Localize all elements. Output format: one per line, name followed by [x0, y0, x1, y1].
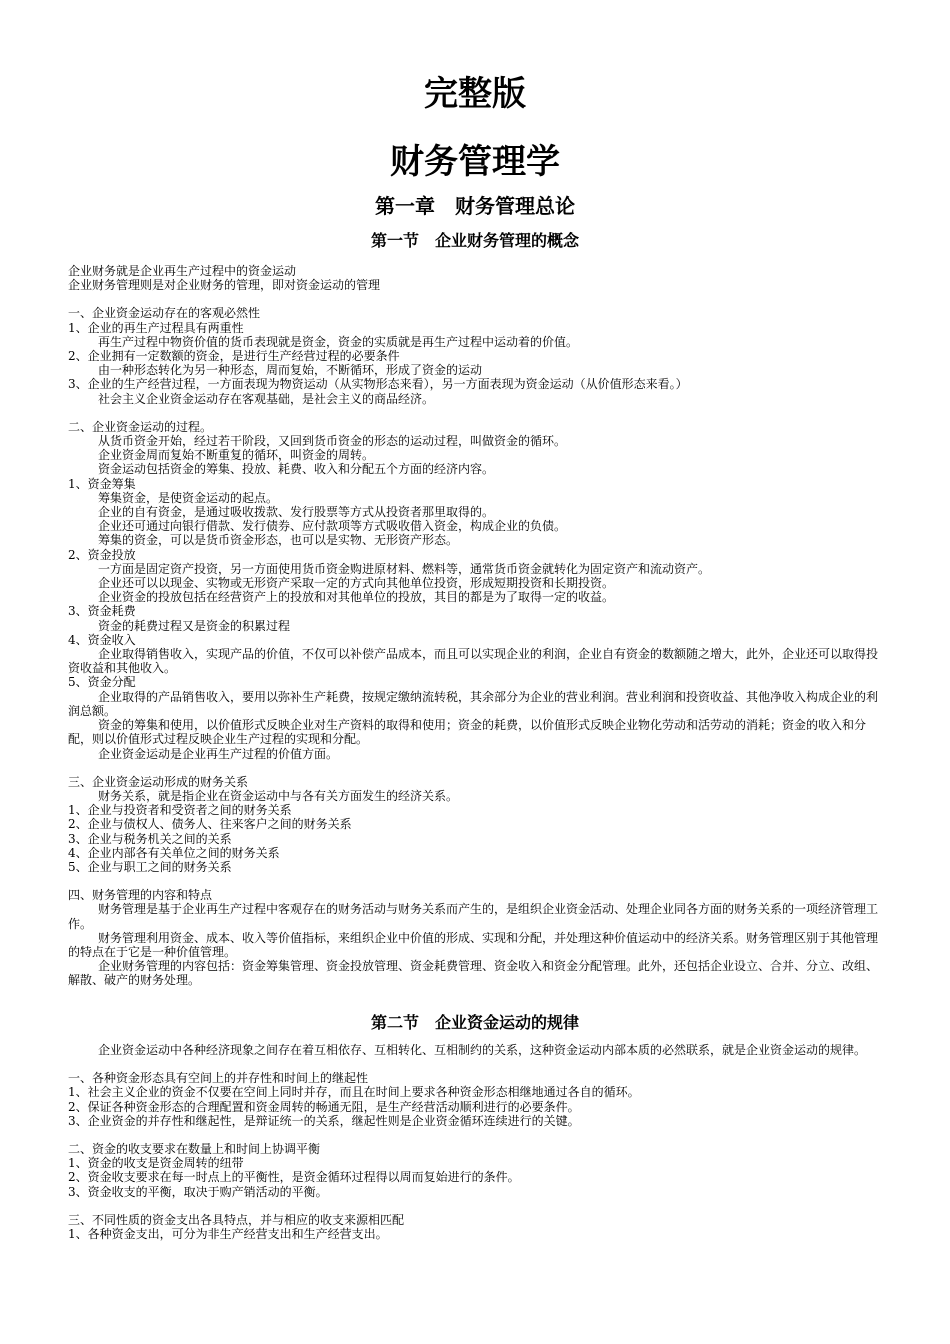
paragraph: 由一种形态转化为另一种形态，周而复始，不断循环，形成了资金的运动	[98, 363, 483, 378]
paragraph: 再生产过程中物资价值的货币表现就是资金，资金的实质就是再生产过程中运动着的价值。	[98, 334, 579, 349]
paragraph: 企业取得销售收入，实现产品的价值，不仅可以补偿产品成本，而且可以实现企业的利润，企业自有资金的数额随之增大，此外，企业还可以取得投资收益和其他收入。	[68, 647, 879, 676]
list-item: 1、各种资金支出，可分为非生产经营支出和生产经营支出。	[68, 1227, 388, 1242]
paragraph: 财务管理利用资金、成本、收入等价值指标，来组织企业中价值的形成、实现和分配，并处理这种价值运动中的经济关系。财务管理区别于其他管理的特点在于它是一种价值管理。	[68, 930, 879, 959]
list-item: 2、资金投放	[68, 547, 136, 562]
paragraph: 企业的自有资金，是通过吸收拨款、发行股票等方式从投资者那里取得的。	[98, 505, 495, 520]
paragraph: 企业资金运动是企业再生产过程的价值方面。	[98, 746, 339, 761]
subsection-heading: 三、不同性质的资金支出各具特点，并与相应的收支来源相匹配	[68, 1212, 405, 1227]
list-item: 5、企业与职工之间的财务关系	[68, 859, 232, 874]
list-item: 1、企业与投资者和受资者之间的财务关系	[68, 803, 292, 818]
paragraph: 一方面是固定资产投资，另一方面使用货币资金购进原材料、燃料等，通常货币资金就转化为固定资产和流动资产。	[98, 561, 711, 576]
paragraph: 资金的筹集和使用，以价值形式反映企业对生产资料的取得和使用；资金的耗费，以价值形式反映企业物化劳动和活劳动的消耗；资金的收入和分配，则以价值形式过程反映企业生产过程的实现和分配。	[68, 718, 867, 747]
subsection-heading: 一、各种资金形态具有空间上的并存性和时间上的继起性	[68, 1071, 369, 1086]
list-item: 4、资金收入	[68, 632, 136, 647]
paragraph: 筹集的资金，可以是货币资金形态，也可以是实物、无形资产形态。	[98, 533, 459, 548]
list-item: 3、资金收支的平衡，取决于购产销活动的平衡。	[68, 1184, 328, 1199]
paragraph: 财务管理是基于企业再生产过程中客观存在的财务活动与财务关系而产生的，是组织企业资金活动、处理企业同各方面的财务关系的一项经济管理工作。	[68, 902, 879, 931]
subject-title: 财务管理学	[390, 142, 560, 182]
paragraph: 财务关系，就是指企业在资金运动中与各有关方面发生的经济关系。	[98, 788, 459, 803]
list-item: 3、企业资金的并存性和继起性，是辩证统一的关系，继起性则是企业资金循环连续进行的关键。	[68, 1113, 580, 1128]
list-item: 5、资金分配	[68, 675, 136, 690]
paragraph: 企业资金运动中各种经济现象之间存在着互相依存、互相转化、互相制约的关系，这种资金运动内部本质的必然联系，就是企业资金运动的规律。	[98, 1043, 867, 1057]
list-item: 2、保证各种资金形态的合理配置和资金周转的畅通无阻，是生产经营活动顺利进行的必要条件。	[68, 1099, 580, 1114]
paragraph: 企业还可通过向银行借款、发行债券、应付款项等方式吸收借入资金，构成企业的负债。	[98, 519, 567, 534]
paragraph: 筹集资金，是使资金运动的起点。	[98, 490, 279, 505]
list-item: 1、企业的再生产过程具有两重性	[68, 320, 244, 335]
document-title: 完整版	[424, 74, 526, 114]
paragraph: 企业财务管理则是对企业财务的管理，即对资金运动的管理	[68, 278, 381, 293]
list-item: 2、资金收支要求在每一时点上的平衡性，是资金循环过程得以周而复始进行的条件。	[68, 1170, 520, 1185]
subsection-heading: 二、企业资金运动的过程。	[68, 419, 213, 434]
paragraph: 资金运动包括资金的筹集、投放、耗费、收入和分配五个方面的经济内容。	[98, 462, 495, 477]
list-item: 1、社会主义企业的资金不仅要在空间上同时并存，而且在时间上要求各种资金形态相继地通过各自的循环。	[68, 1085, 640, 1100]
paragraph: 企业取得的产品销售收入，要用以弥补生产耗费，按规定缴纳流转税，其余部分为企业的营业利润。营业利润和投资收益、其他净收入构成企业的利润总额。	[68, 689, 879, 718]
paragraph: 企业资金周而复始不断重复的循环，叫资金的周转。	[98, 448, 375, 463]
list-item: 4、企业内部各有关单位之间的财务关系	[68, 845, 280, 860]
subsection-heading: 三、企业资金运动形成的财务关系	[68, 774, 249, 789]
subsection-heading: 二、资金的收支要求在数量上和时间上协调平衡	[68, 1142, 321, 1157]
section-2-body	[68, 1043, 884, 1241]
section-heading-1: 第一节 企业财务管理的概念	[370, 231, 579, 250]
section-heading-2: 第二节 企业资金运动的规律	[370, 1013, 579, 1032]
paragraph: 企业财务管理的内容包括：资金筹集管理、资金投放管理、资金耗费管理、资金收入和资金分配管理。此外，还包括企业设立、合并、分立、改组、解散、破产的财务处理。	[68, 959, 879, 988]
section-1-body	[68, 264, 884, 988]
chapter-heading: 第一章 财务管理总论	[375, 194, 575, 218]
list-item: 3、企业与税务机关之间的关系	[68, 831, 232, 846]
list-item: 3、资金耗费	[68, 604, 136, 619]
list-item: 2、企业与债权人、债务人、往来客户之间的财务关系	[68, 817, 352, 832]
subsection-heading: 四、财务管理的内容和特点	[68, 888, 213, 903]
list-item: 1、资金筹集	[68, 476, 136, 491]
paragraph: 企业资金的投放包括在经营资产上的投放和对其他单位的投放，其目的都是为了取得一定的收益。	[98, 590, 615, 605]
paragraph: 从货币资金开始，经过若干阶段，又回到货币资金的形态的运动过程，叫做资金的循环。	[98, 434, 567, 449]
paragraph: 企业还可以以现金、实物或无形资产采取一定的方式向其他单位投资，形成短期投资和长期投资。	[98, 576, 615, 591]
paragraph: 企业财务就是企业再生产过程中的资金运动	[68, 264, 297, 278]
list-item: 3、企业的生产经营过程，一方面表现为物资运动（从实物形态来看），另一方面表现为资金运动（从价值形态来看。）	[68, 377, 688, 392]
paragraph: 资金的耗费过程又是资金的积累过程	[98, 618, 291, 633]
subsection-heading: 一、企业资金运动存在的客观必然性	[68, 306, 261, 321]
list-item: 1、资金的收支是资金周转的纽带	[68, 1156, 244, 1171]
list-item: 2、企业拥有一定数额的资金，是进行生产经营过程的必要条件	[68, 349, 400, 364]
paragraph: 社会主义企业资金运动存在客观基础，是社会主义的商品经济。	[98, 391, 435, 406]
